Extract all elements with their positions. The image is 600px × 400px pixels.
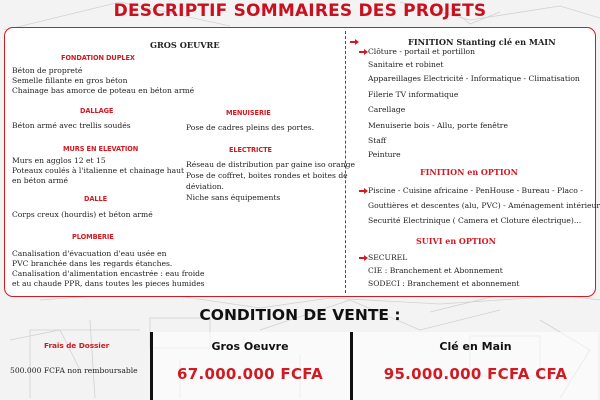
arrow-right-icon <box>359 255 368 261</box>
electricite-line: déviation. <box>186 182 224 191</box>
arrow-right-icon <box>359 188 368 194</box>
finition-item: Staff <box>368 136 387 145</box>
dalle-title: DALLE <box>84 195 107 203</box>
finition-item: Carellage <box>368 105 406 114</box>
gros-oeuvre-heading: GROS OEUVRE <box>150 40 220 50</box>
finition-option-item: Piscine - Cuisine africaine - PenHouse - Bureau - Placo - <box>368 186 583 195</box>
plomberie-line: Canalisation d'évacuation d'eau usée en <box>12 249 167 258</box>
finition-heading: FINITION Stanting clé en MAIN <box>408 37 556 47</box>
murs-line: Murs en agglos 12 et 15 <box>12 156 106 165</box>
arrow-right-icon <box>359 49 368 55</box>
dallage-title: DALLAGE <box>80 107 114 115</box>
finition-item: Menuiserie bois - Allu, porte fenêtre <box>368 121 508 130</box>
finition-option-item: Securité Electrinique ( Camera et Cloture électrique)... <box>368 216 582 225</box>
finition-item: Sanitaire et robinet <box>368 60 444 69</box>
menuiserie-title: MENUISERIE <box>226 109 271 117</box>
page-title: DESCRIPTIF SOMMAIRES DES PROJETS <box>113 1 487 21</box>
electricite-title: ELECTRICTE <box>229 146 272 154</box>
fondation-line: Chainage bas amorce de poteau en béton armé <box>12 86 195 95</box>
dallage-line: Béton armé avec trellis soudés <box>12 121 131 130</box>
murs-line: Poteaux coulés à l'italienne et chainage haut <box>12 166 185 175</box>
finition-item: Appareillages Electricité - Informatique - Climatisation <box>368 74 580 83</box>
fondation-title: FONDATION DUPLEX <box>61 54 135 62</box>
fondation-line: Béton de propreté <box>12 66 83 75</box>
dalle-line: Corps creux (hourdis) et béton armé <box>12 210 153 219</box>
finition-item: Clôture - portail et portillon <box>368 47 476 56</box>
suivi-item: SODECI : Branchement et abonnement <box>368 279 520 288</box>
condition-title: CONDITION DE VENTE : <box>199 306 401 324</box>
fondation-line: Semelle fillante en gros béton <box>12 76 128 85</box>
electricite-line: Niche sans équipements <box>186 193 281 202</box>
frais-value: 500.000 FCFA non remboursable <box>10 366 138 375</box>
suivi-item: CIE : Branchement et Abonnement <box>368 266 503 275</box>
murs-line: en béton armé <box>12 176 68 185</box>
plomberie-line: et au chaude PPR, dans toutes les pieces humides <box>12 279 205 288</box>
finition-option-item: Gouttières et descentes (alu, PVC) - Aménagement intérieur <box>368 201 600 210</box>
suivi-option-heading: SUIVI en OPTION <box>416 236 496 246</box>
finition-option-heading: FINITION en OPTION <box>420 167 518 177</box>
murs-title: MURS EN ELEVATION <box>63 145 139 153</box>
gros-oeuvre-label: Gros Oeuvre <box>211 340 289 353</box>
menuiserie-line: Pose de cadres pleins des portes. <box>186 123 315 132</box>
frais-label: Frais de Dossier <box>44 341 110 350</box>
plomberie-line: PVC branchée dans les regards étanches. <box>12 259 173 268</box>
finition-item: Filerie TV informatique <box>368 90 459 99</box>
finition-item: Peinture <box>368 150 401 159</box>
suivi-item: SECUREL <box>368 253 408 262</box>
plomberie-title: PLOMBERIE <box>72 233 114 241</box>
cle-en-main-price: 95.000.000 FCFA CFA <box>383 365 568 383</box>
electricite-line: Pose de coffret, boites rondes et boites de <box>186 171 348 180</box>
cle-en-main-label: Clé en Main <box>439 340 512 353</box>
arrow-right-icon <box>350 39 359 45</box>
electricite-line: Réseau de distribution par gaine iso orange <box>186 160 355 169</box>
plomberie-line: Canalisation d'alimentation encastrée : eau froide <box>12 269 205 278</box>
gros-oeuvre-price: 67.000.000 FCFA <box>176 365 323 383</box>
